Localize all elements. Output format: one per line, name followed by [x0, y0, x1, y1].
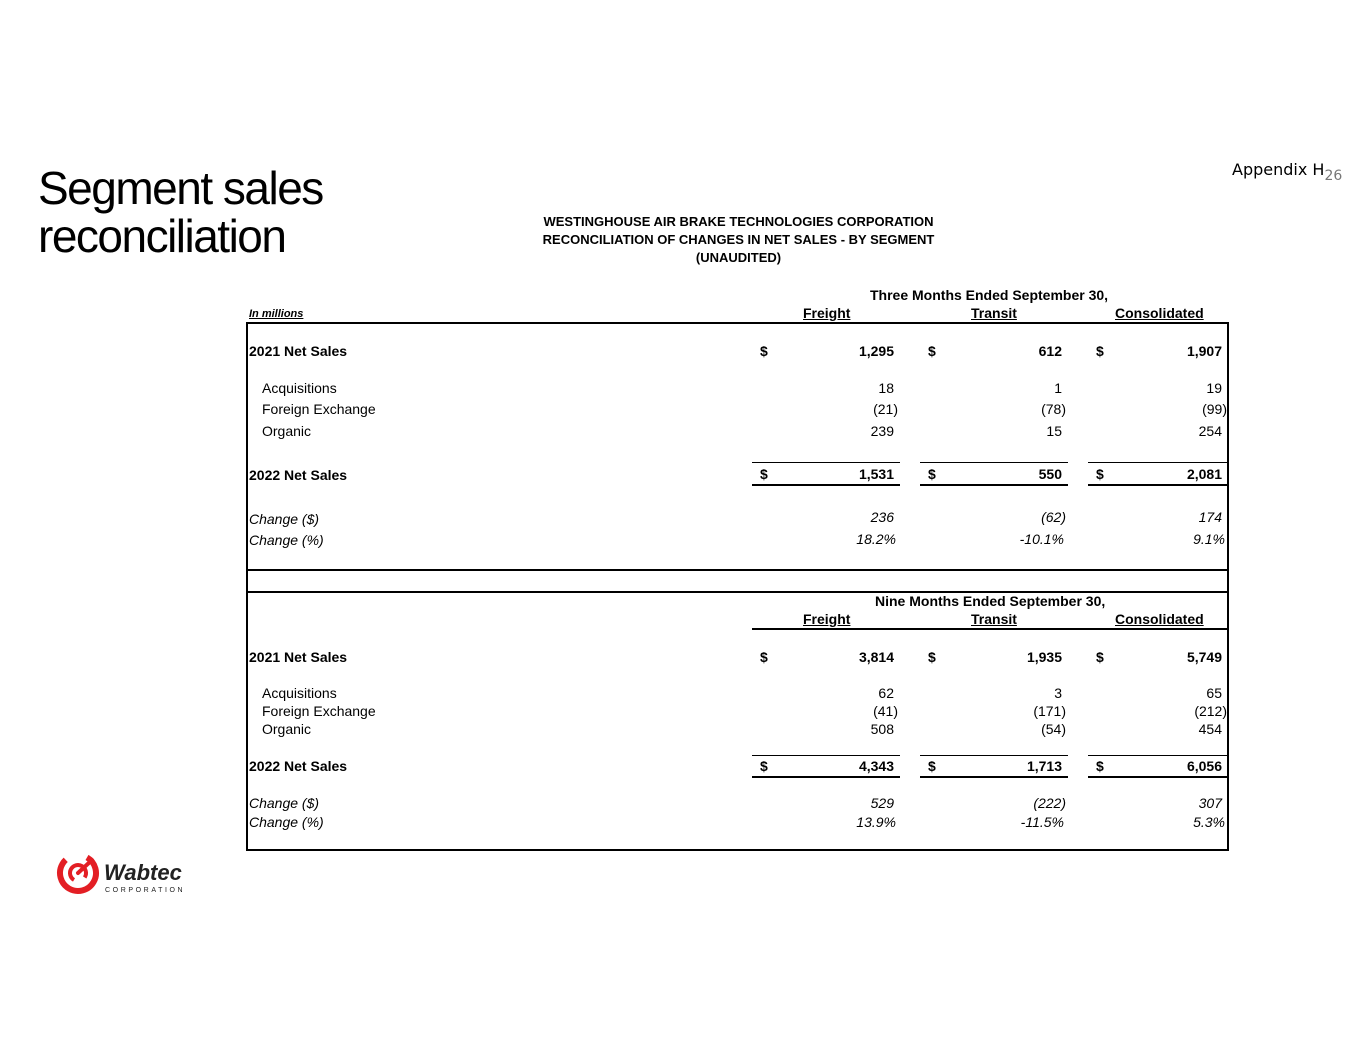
slide-title-line2: reconciliation [38, 210, 286, 262]
col-freight-header: Freight [803, 611, 851, 627]
cell-transit-2022: 550 [1038, 466, 1062, 482]
cell-consolidated-acq: 65 [1206, 685, 1222, 701]
total-line [752, 776, 900, 778]
row-label-fx: Foreign Exchange [262, 401, 376, 417]
slide-title-line1: Segment sales [38, 162, 323, 214]
header-rule [752, 628, 1228, 630]
cell-transit-change-d: (62) [1041, 509, 1066, 525]
cell-transit-fx: (78) [1041, 401, 1066, 417]
cell-freight-organic: 508 [870, 721, 894, 737]
dollar-sign: $ [928, 649, 936, 665]
cell-consolidated-change-p: 9.1% [1193, 531, 1225, 547]
total-line [1088, 484, 1228, 486]
subtotal-line [920, 462, 1068, 463]
cell-freight-fx: (41) [873, 703, 898, 719]
cell-consolidated-2021: 5,749 [1186, 649, 1222, 665]
cell-transit-acq: 1 [1054, 380, 1062, 396]
row-label-acquisitions: Acquisitions [262, 380, 337, 396]
three-months-period: Three Months Ended September 30, [870, 287, 1109, 303]
dollar-sign: $ [760, 649, 768, 665]
table-bottom-border [247, 849, 1229, 851]
row-label-2022-net-sales: 2022 Net Sales [249, 758, 348, 774]
subtotal-line [920, 755, 1068, 756]
table-right-border [1227, 322, 1229, 851]
cell-transit-fx: (171) [1033, 703, 1066, 719]
dollar-sign: $ [1096, 649, 1104, 665]
row-label-acquisitions: Acquisitions [262, 685, 337, 701]
cell-consolidated-change-d: 307 [1198, 795, 1222, 811]
cell-freight-2022: 4,343 [858, 758, 894, 774]
dollar-sign: $ [928, 466, 936, 482]
row-label-organic: Organic [262, 423, 312, 439]
total-line [920, 484, 1068, 486]
row-label-organic: Organic [262, 721, 312, 737]
cell-consolidated-organic: 454 [1198, 721, 1222, 737]
cell-freight-acq: 18 [878, 380, 894, 396]
cell-consolidated-organic: 254 [1198, 423, 1222, 439]
cell-freight-2021: 3,814 [858, 649, 894, 665]
col-consolidated-header: Consolidated [1115, 611, 1204, 627]
cell-freight-change-p: 13.9% [856, 814, 896, 830]
cell-transit-change-p: -11.5% [1020, 814, 1064, 830]
wabtec-logo [56, 848, 196, 903]
row-label-change-pct: Change (%) [249, 532, 324, 548]
cell-transit-2021: 612 [1038, 343, 1062, 359]
col-transit-header: Transit [971, 611, 1017, 627]
row-label-fx: Foreign Exchange [262, 703, 376, 719]
dollar-sign: $ [1096, 466, 1104, 482]
units-label: In millions [249, 308, 304, 320]
dollar-sign: $ [928, 758, 936, 774]
cell-consolidated-2022: 6,056 [1186, 758, 1222, 774]
cell-freight-acq: 62 [878, 685, 894, 701]
cell-transit-change-p: -10.1% [1019, 531, 1064, 547]
cell-transit-organic: 15 [1046, 423, 1062, 439]
cell-transit-acq: 3 [1054, 685, 1062, 701]
col-consolidated-header: Consolidated [1115, 305, 1204, 321]
row-label-change-dollars: Change ($) [249, 795, 320, 811]
cell-freight-change-p: 18.2% [856, 531, 896, 547]
total-line [1088, 776, 1228, 778]
nine-months-period: Nine Months Ended September 30, [875, 593, 1106, 609]
dollar-sign: $ [760, 466, 768, 482]
appendix-label [1232, 160, 1343, 184]
cell-freight-2021: 1,295 [858, 343, 894, 359]
page-number: 26 [1324, 168, 1343, 184]
cell-transit-organic: (54) [1041, 721, 1066, 737]
cell-transit-2022: 1,713 [1026, 758, 1062, 774]
col-freight-header: Freight [803, 305, 851, 321]
cell-freight-2022: 1,531 [858, 466, 894, 482]
report-subtitle: RECONCILIATION OF CHANGES IN NET SALES - BY SEGMENT [542, 232, 935, 247]
cell-consolidated-fx: (99) [1202, 401, 1227, 417]
cell-consolidated-fx: (212) [1194, 703, 1227, 719]
row-label-2021-net-sales: 2021 Net Sales [249, 649, 348, 665]
audit-status: (UNAUDITED) [695, 250, 782, 265]
cell-transit-change-d: (222) [1033, 795, 1066, 811]
dollar-sign: $ [760, 343, 768, 359]
cell-consolidated-2022: 2,081 [1186, 466, 1222, 482]
cell-freight-change-d: 529 [870, 795, 894, 811]
logo-subtext: CORPORATION [105, 887, 186, 894]
cell-consolidated-2021: 1,907 [1186, 343, 1222, 359]
dollar-sign: $ [1096, 343, 1104, 359]
subtotal-line [1088, 462, 1228, 463]
cell-transit-2021: 1,935 [1026, 649, 1062, 665]
dollar-sign: $ [1096, 758, 1104, 774]
appendix-text: Appendix H [1232, 160, 1325, 179]
cell-freight-organic: 239 [870, 423, 894, 439]
total-line [920, 776, 1068, 778]
cell-freight-fx: (21) [873, 401, 898, 417]
table-top-border [247, 322, 1229, 324]
subtotal-line [752, 462, 900, 463]
row-label-change-pct: Change (%) [249, 814, 324, 830]
company-name: WESTINGHOUSE AIR BRAKE TECHNOLOGIES CORPORATION [543, 214, 934, 229]
total-line [752, 484, 900, 486]
section-divider-1 [247, 569, 1229, 571]
subtotal-line [752, 755, 900, 756]
cell-consolidated-change-d: 174 [1198, 509, 1222, 525]
cell-freight-change-d: 236 [870, 509, 894, 525]
cell-consolidated-acq: 19 [1206, 380, 1222, 396]
logo-wordmark: Wabtec [104, 860, 182, 885]
table-left-border [246, 322, 248, 851]
dollar-sign: $ [928, 343, 936, 359]
wabtec-logo-icon [56, 848, 196, 898]
cell-consolidated-change-p: 5.3% [1193, 814, 1225, 830]
col-transit-header: Transit [971, 305, 1017, 321]
dollar-sign: $ [760, 758, 768, 774]
row-label-2022-net-sales: 2022 Net Sales [249, 467, 348, 483]
subtotal-line [1088, 755, 1228, 756]
row-label-change-dollars: Change ($) [249, 511, 320, 527]
row-label-2021-net-sales: 2021 Net Sales [249, 343, 348, 359]
